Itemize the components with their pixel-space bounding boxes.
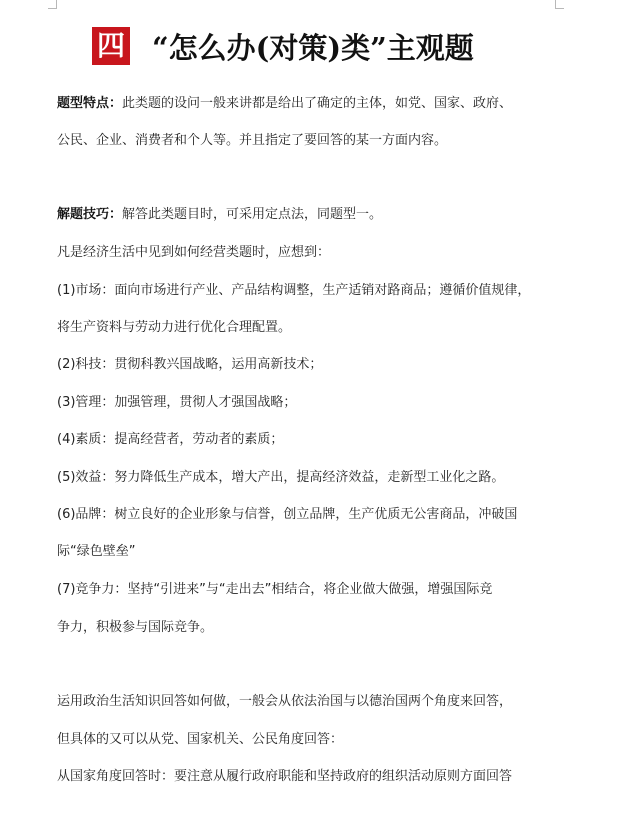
intro-line-1 [57,94,512,114]
page-title [92,24,474,68]
list-item: (3)管理：加强管理，贯彻人才强国战略； [57,395,297,410]
list-item: (2)科技：贯彻科教兴国战略，运用高新技术； [57,357,323,372]
technique-text: 解答此类题目时，可采用定点法，同题型一。 [122,207,383,222]
list-item: (7)竞争力：坚持“引进来”与“走出去”相结合，将企业做大做强，增强国际竞 [57,582,493,597]
technique-line [57,205,382,225]
intro-line-2: 公民、企业、消费者和个人等。并且指定了要回答的某一方面内容。 [57,133,448,148]
list-item: (6)品牌：树立良好的企业形象与信誉，创立品牌，生产优质无公害商品，冲破国 [57,507,518,522]
body-lead: 凡是经济生活中见到如何经营类题时，应想到： [57,245,331,260]
title-text: “怎么办(对策)类”主观题 [152,30,474,65]
intro-text-1: 此类题的设问一般来讲都是给出了确定的主体，如党、国家、政府、 [122,96,513,111]
list-item: 将生产资料与劳动力进行优化合理配置。 [57,320,292,335]
technique-label: 解题技巧： [57,207,123,222]
list-item: 争力，积极参与国际竞争。 [57,620,214,635]
list-item: 际“绿色壁垒” [57,544,136,559]
list-item: (4)素质：提高经营者，劳动者的素质； [57,432,284,447]
politics-line: 运用政治生活知识回答如何做，一般会从依法治国与以德治国两个角度来回答， [57,694,513,709]
list-item: (5)效益：努力降低生产成本，增大产出，提高经济效益，走新型工业化之路。 [57,470,505,485]
list-item: (1)市场：面向市场进行产业、产品结构调整，生产适销对路商品；遵循价值规律， [57,283,531,298]
politics-line: 但具体的又可以从党、国家机关、公民角度回答： [57,732,344,747]
page-corner-mark-right [555,0,564,9]
title-number-badge: 四 [92,27,130,65]
politics-line: 从国家角度回答时：要注意从履行政府职能和坚持政府的组织活动原则方面回答 [57,769,513,784]
intro-label: 题型特点： [57,96,123,111]
page-corner-mark-left [48,0,57,9]
